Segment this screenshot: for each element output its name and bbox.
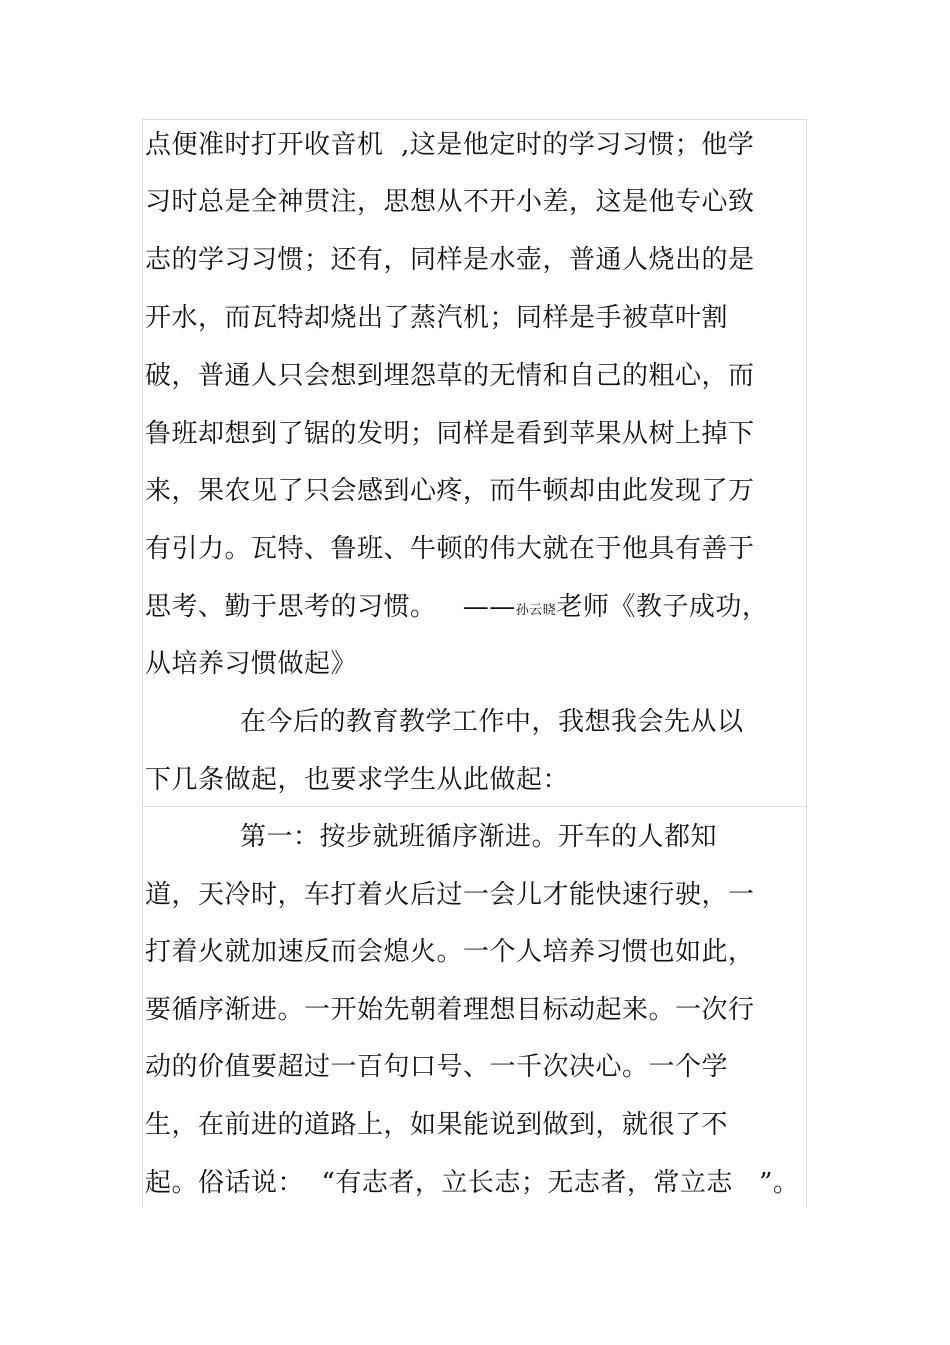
- paragraph-line: 打着火就加速反而会熄火。一个人培养习惯也如此，: [145, 937, 755, 967]
- text-frame-top: [142, 119, 807, 807]
- body-line: 开水，而瓦特却烧出了蒸汽机；同样是手被草叶割: [145, 303, 729, 333]
- paragraph-line: 要循序渐进。一开始先朝着理想目标动起来。一次行: [145, 995, 755, 1025]
- body-line: 习时总是全神贯注，思想从不开小差，这是他专心致: [145, 187, 755, 217]
- citation-pre: 思考、勤于思考的习惯。 ——: [145, 592, 516, 622]
- body-line: 有引力。瓦特、鲁班、牛顿的伟大就在于他具有善于: [145, 534, 755, 564]
- paragraph-line: 第一：按步就班循序渐进。开车的人都知: [240, 822, 718, 852]
- paragraph-line: 动的价值要超过一百句口号、一千次决心。一个学: [145, 1052, 729, 1082]
- body-line: 来，果农见了只会感到心疼，而牛顿却由此发现了万: [145, 476, 755, 506]
- paragraph-line: 在今后的教育教学工作中，我想我会先从以: [240, 707, 744, 737]
- body-line: 破，普通人只会想到埋怨草的无情和自己的粗心，而: [145, 361, 755, 391]
- paragraph-line: 下几条做起，也要求学生从此做起：: [145, 765, 570, 795]
- body-line: 点便准时打开收音机 ,这是他定时的学习习惯；他学: [145, 130, 755, 160]
- paragraph-line: 起。俗话说： “有志者，立长志；无志者，常立志 ”。: [145, 1168, 800, 1198]
- body-line: 志的学习习惯；还有，同样是水壶，普通人烧出的是: [145, 245, 755, 275]
- citation-author: 孙云晓: [515, 603, 557, 618]
- citation-line: [145, 590, 768, 624]
- body-line: 鲁班却想到了锯的发明；同样是看到苹果从树上掉下: [145, 419, 755, 449]
- paragraph-line: 道，天冷时，车打着火后过一会儿才能快速行驶，一: [145, 880, 755, 910]
- citation-post: 老师《教子成功，: [556, 592, 769, 622]
- paragraph-line: 生，在前进的道路上，如果能说到做到，就很了不: [145, 1110, 729, 1140]
- citation-end-line: 从培养习惯做起》: [145, 649, 358, 679]
